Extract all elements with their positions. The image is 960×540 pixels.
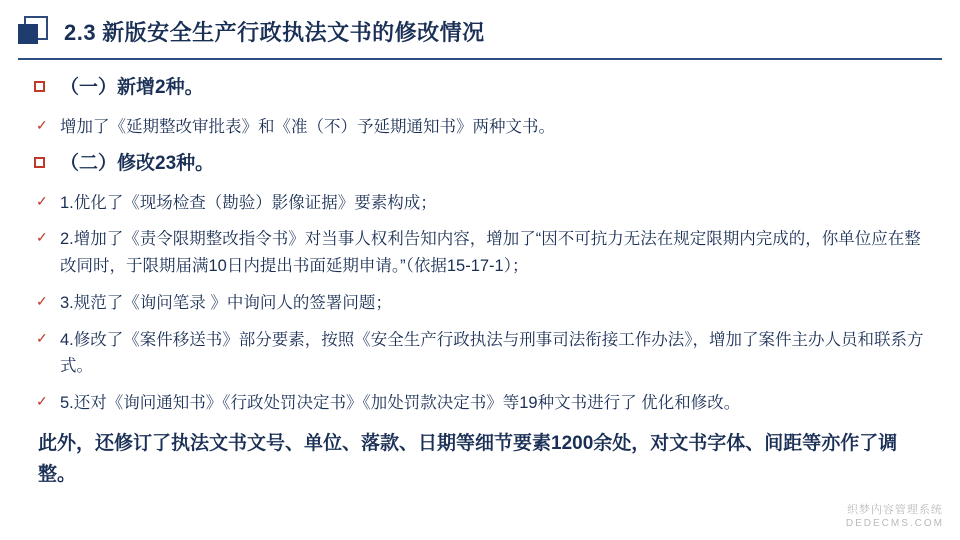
watermark-cn: 织梦内容管理系统	[846, 503, 943, 516]
watermark	[846, 504, 944, 530]
title-square-icon	[18, 16, 48, 46]
list-item-label: 3.规范了《询问笔录 》中询问人的签署问题；	[60, 293, 392, 312]
page-title	[64, 16, 485, 47]
list-item	[34, 390, 934, 417]
list-item-label: 4.修改了《案件移送书》部分要素，按照《安全生产行政执法与刑事司法衔接工作办法》，增加了案件主办人员和联系方式。	[60, 330, 924, 376]
bullet-check-icon: ✓	[36, 329, 48, 346]
title-divider	[18, 58, 942, 60]
bullet-check-icon: ✓	[36, 116, 48, 133]
closing-paragraph: 此外，还修订了执法文书文号、单位、落款、日期等细节要素1200余处，对文书字体、间距等亦作了调整。	[38, 432, 898, 485]
list-item	[34, 114, 934, 141]
list-item	[34, 74, 934, 103]
title-square-solid-icon	[18, 24, 38, 44]
page-title-text: 新版安全生产行政执法文书的修改情况	[102, 19, 485, 45]
list-item-label: 增加了《延期整改审批表》和《准（不）予延期通知书》两种文书。	[60, 117, 555, 136]
list-item	[34, 226, 934, 279]
list-item-label: 5.还对《询问通知书》《行政处罚决定书》《加处罚款决定书》等19种文书进行了 优化和修改。	[60, 394, 741, 413]
bullet-check-icon: ✓	[36, 393, 48, 410]
bullet-square-icon	[34, 150, 60, 176]
slide-title-row	[0, 0, 960, 62]
list-item	[34, 190, 934, 217]
list-item-label: （二）修改23种。	[60, 153, 215, 175]
list-item-label: 1.优化了《现场检查（勘验）影像证据》要素构成；	[60, 193, 437, 212]
bullet-check-icon: ✓	[36, 292, 48, 309]
bullet-check-icon: ✓	[36, 192, 48, 209]
content-body	[0, 62, 960, 490]
list-item-label: （一）新增2种。	[60, 77, 204, 98]
page-title-number: 2.3	[64, 19, 97, 45]
watermark-en: DEDECMS.COM	[845, 518, 944, 529]
list-item-label: 2.增加了《责令限期整改指令书》对当事人权利告知内容，增加了“因不可抗力无法在规定限期内完成的，你单位应在整改同时，于限期届满10日内提出书面延期申请。”（依据15-17-1）；	[60, 230, 921, 276]
list-item	[34, 290, 934, 317]
bullet-check-icon: ✓	[36, 229, 48, 246]
bullet-square-icon	[34, 74, 60, 100]
list-item	[34, 150, 934, 179]
list-item	[34, 327, 934, 380]
